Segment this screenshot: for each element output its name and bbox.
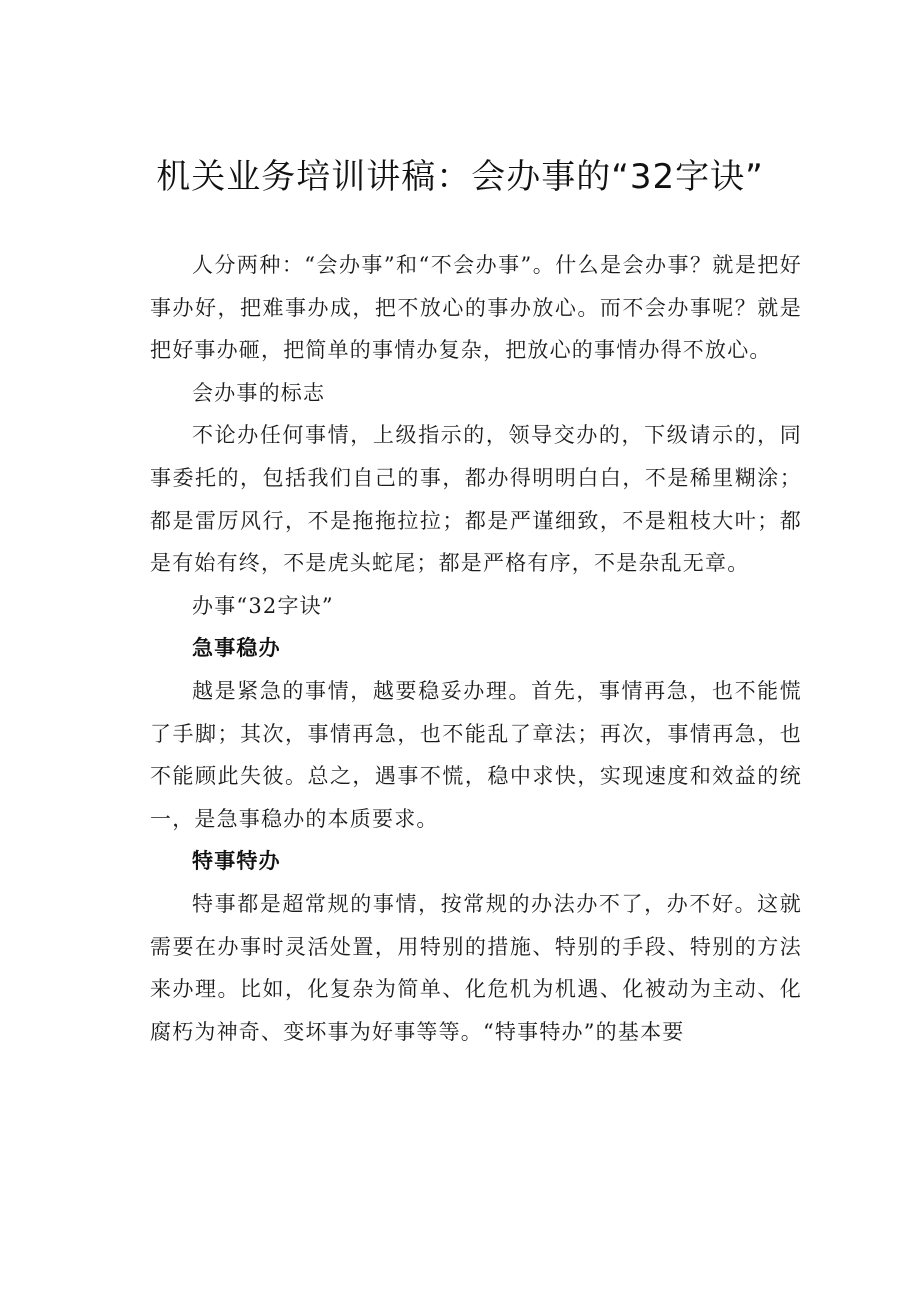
subheading-special-matters: 特事特办 xyxy=(192,849,281,874)
section-heading-32-tips: 办事“32字诀” xyxy=(192,593,334,618)
paragraph-special-matters: 特事都是超常规的事情，按常规的办法办不了，办不好。这就需要在办事时灵活处置，用特别的措施、特别的手段、特别的方法来办理。比如，化复杂为简单、化危机为机遇、化被动为主动、化腐朽为神奇、变坏事为好事等等。“特事特办”的基本要 xyxy=(150,891,802,1044)
paragraph-signs: 不论办任何事情，上级指示的，领导交办的，下级请示的，同事委托的，包括我们自己的事，都办得明明白白，不是稀里糊涂；都是雷厉风行，不是拖拖拉拉；都是严谨细致，不是粗枝大叶；都是有始有终，不是虎头蛇尾；都是严格有序，不是杂乱无章。 xyxy=(150,423,802,576)
document-title: 机关业务培训讲稿：会办事的“32字诀” xyxy=(156,157,764,197)
document-body xyxy=(150,244,802,1053)
section-heading-signs: 会办事的标志 xyxy=(192,380,326,405)
paragraph-intro: 人分两种：“会办事”和“不会办事”。什么是会办事？就是把好事办好，把难事办成，把不放心的事办放心。而不会办事呢？就是把好事办砸，把简单的事情办复杂，把放心的事情办得不放心。 xyxy=(150,253,802,363)
paragraph-urgent-matters: 越是紧急的事情，越要稳妥办理。首先，事情再急，也不能慌了手脚；其次，事情再急，也不能乱了章法；再次，事情再急，也不能顾此失彼。总之，遇事不慌，稳中求快，实现速度和效益的统一，是急事稳办的本质要求。 xyxy=(150,678,802,831)
subheading-urgent-matters: 急事稳办 xyxy=(192,636,281,661)
